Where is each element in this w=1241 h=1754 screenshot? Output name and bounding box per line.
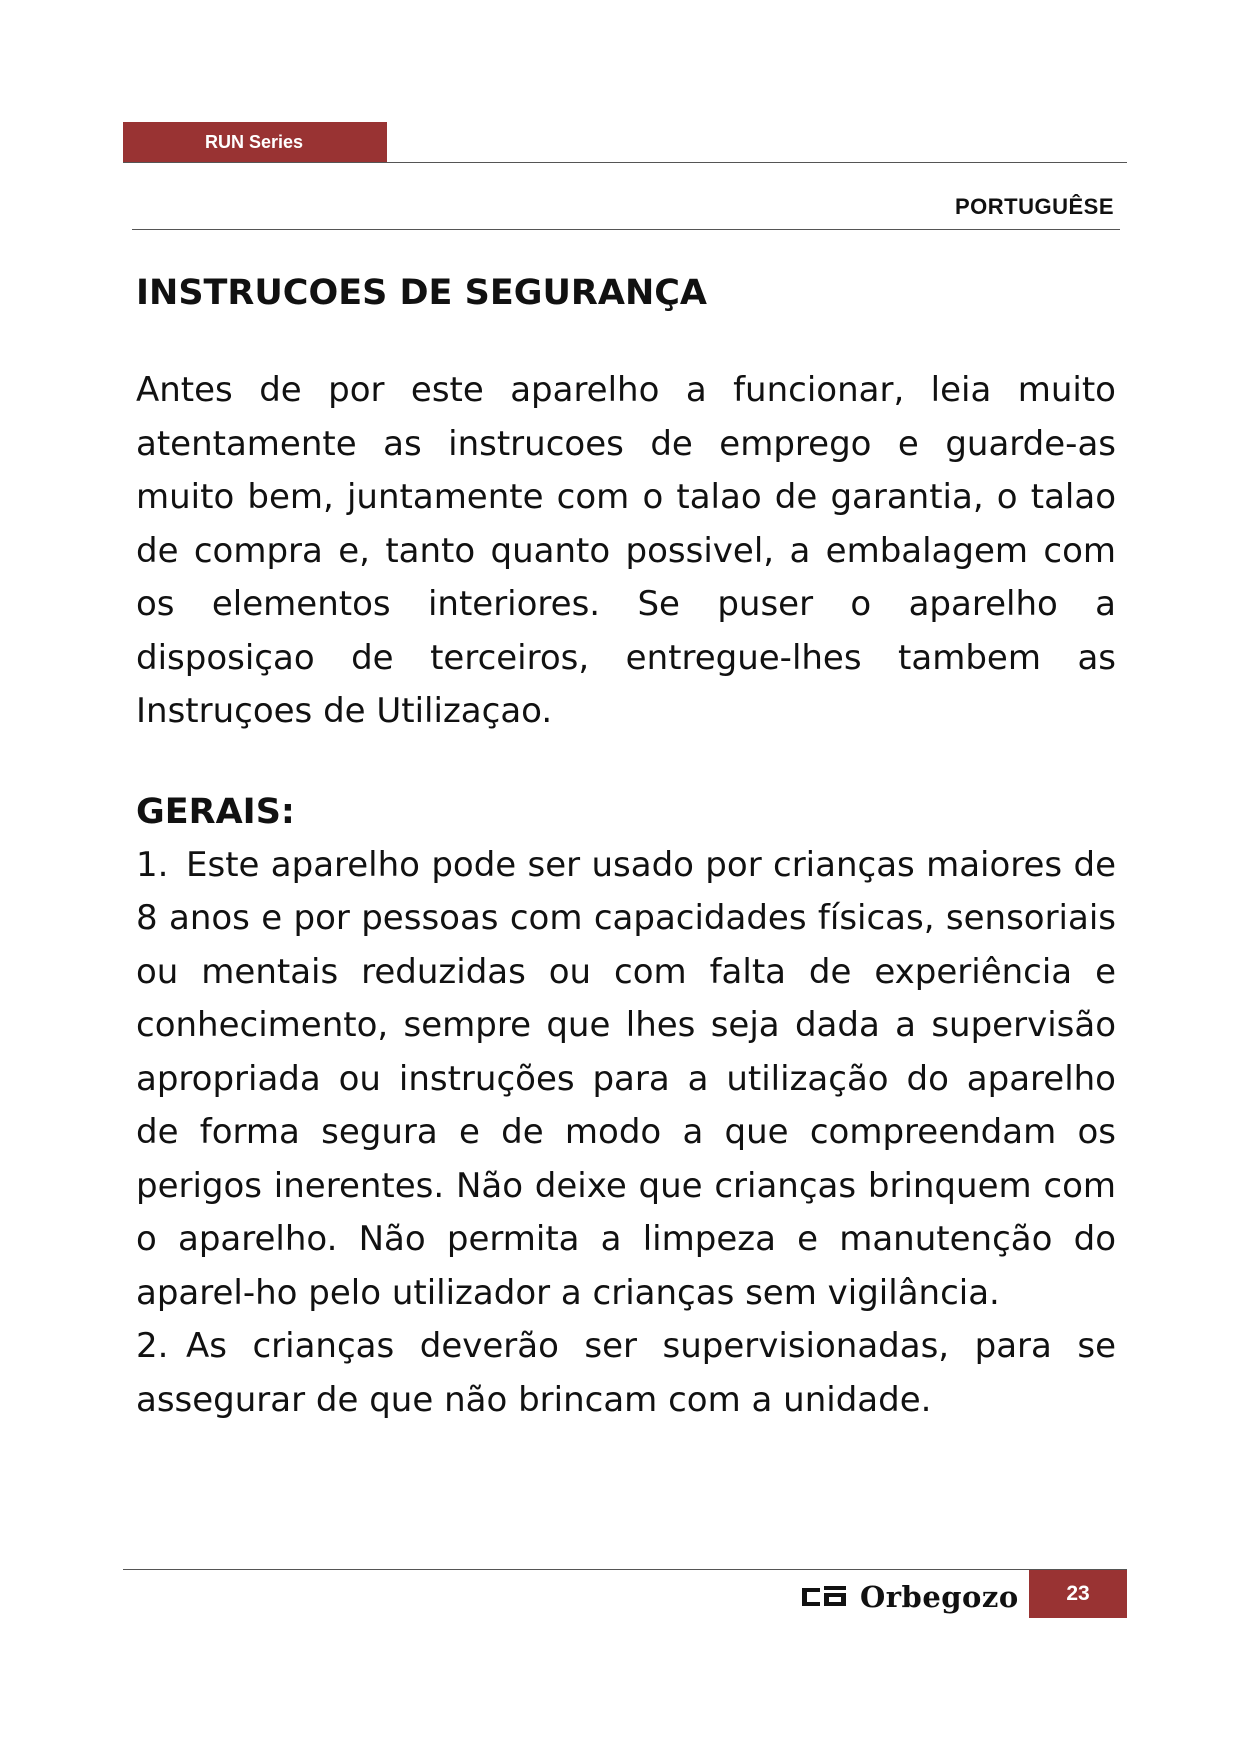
item-number: 1. (136, 844, 169, 885)
language-label: PORTUGUÊSE (954, 194, 1114, 219)
item-number: 2. (136, 1326, 169, 1366)
brand-logo (800, 1577, 1019, 1617)
brand-name: Orbegozo (860, 1580, 1019, 1614)
language-divider (132, 229, 1120, 230)
orbegozo-logo-icon (800, 1584, 848, 1610)
item-text: Este aparelho pode ser usado por crianças maiores de 8 anos e por pessoas com capacidades físicas, sensoriais ou mentais reduzidas ou com falta de experiência e conhecimento, sempre que lhes seja dada a supervisão apropriada ou instruções para a utilização do aparelho de forma segura e de modo a que compreendam os perigos inerentes. Não deixe que crianças brinquem com o aparelho. Não permita a limpeza e manutenção do aparel-ho pelo utilizador a crianças sem vigilância. (136, 844, 1116, 1313)
section-title: GERAIS: (136, 791, 295, 832)
item-text: As crianças deverão ser supervisionadas, para se assegurar de que não brincam com a unidade. (136, 1326, 1116, 1420)
footer-divider (123, 1569, 1127, 1570)
list-item (136, 839, 1116, 1321)
page-number: 23 (1029, 1570, 1127, 1618)
intro-paragraph: Antes de por este aparelho a funcionar, leia muito atentamente as instrucoes de emprego e guarde-as muito bem, juntamente com o talao de garantia, o talao de compra e, tanto quanto possivel, a embalagem com os elementos interiores. Se puser o aparelho a disposiçao de terceiros, entregue-lhes tambem as Instruçoes de Utilizaçao. (136, 370, 1116, 731)
header-divider (123, 162, 1127, 163)
series-tab: RUN Series (123, 122, 387, 163)
document-body (136, 266, 1116, 1427)
page-title: INSTRUCOES DE SEGURANÇA (136, 273, 708, 313)
list-item (136, 1320, 1116, 1427)
